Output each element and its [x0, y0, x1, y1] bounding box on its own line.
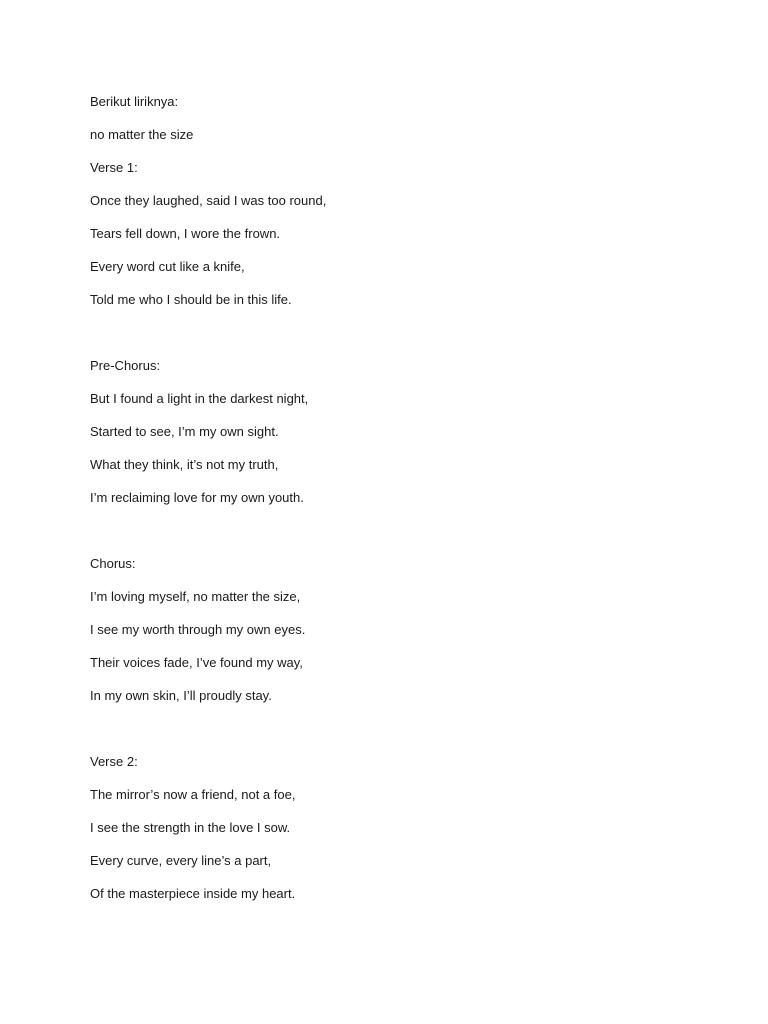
section-spacer: [90, 719, 690, 752]
lyric-line: Every word cut like a knife,: [90, 259, 245, 274]
lyric-line: But I found a light in the darkest night,: [90, 391, 309, 406]
lyric-line: In my own skin, I’ll proudly stay.: [90, 688, 272, 703]
lyric-line: I’m reclaiming love for my own youth.: [90, 490, 304, 505]
section-heading-pre-chorus: Pre-Chorus:: [90, 358, 161, 373]
lyric-line: What they think, it’s not my truth,: [90, 457, 279, 472]
section-heading-verse-2: Verse 2:: [90, 754, 138, 769]
intro-text: Berikut liriknya:: [90, 94, 179, 109]
lyric-line: Tears fell down, I wore the frown.: [90, 226, 281, 241]
lyric-line: I see my worth through my own eyes.: [90, 622, 306, 637]
document-body: [90, 92, 690, 917]
lyric-line: I’m loving myself, no matter the size,: [90, 589, 301, 604]
lyric-line: Of the masterpiece inside my heart.: [90, 886, 296, 901]
lyric-line: Every curve, every line’s a part,: [90, 853, 272, 868]
section-spacer: [90, 521, 690, 554]
lyric-line: The mirror’s now a friend, not a foe,: [90, 787, 296, 802]
song-title: no matter the size: [90, 127, 194, 142]
lyric-line: Told me who I should be in this life.: [90, 292, 292, 307]
section-spacer: [90, 323, 690, 356]
lyric-line: Started to see, I’m my own sight.: [90, 424, 279, 439]
lyric-line: Their voices fade, I’ve found my way,: [90, 655, 303, 670]
lyric-line: I see the strength in the love I sow.: [90, 820, 291, 835]
section-heading-chorus: Chorus:: [90, 556, 136, 571]
section-heading-verse-1: Verse 1:: [90, 160, 138, 175]
lyric-line: Once they laughed, said I was too round,: [90, 193, 327, 208]
